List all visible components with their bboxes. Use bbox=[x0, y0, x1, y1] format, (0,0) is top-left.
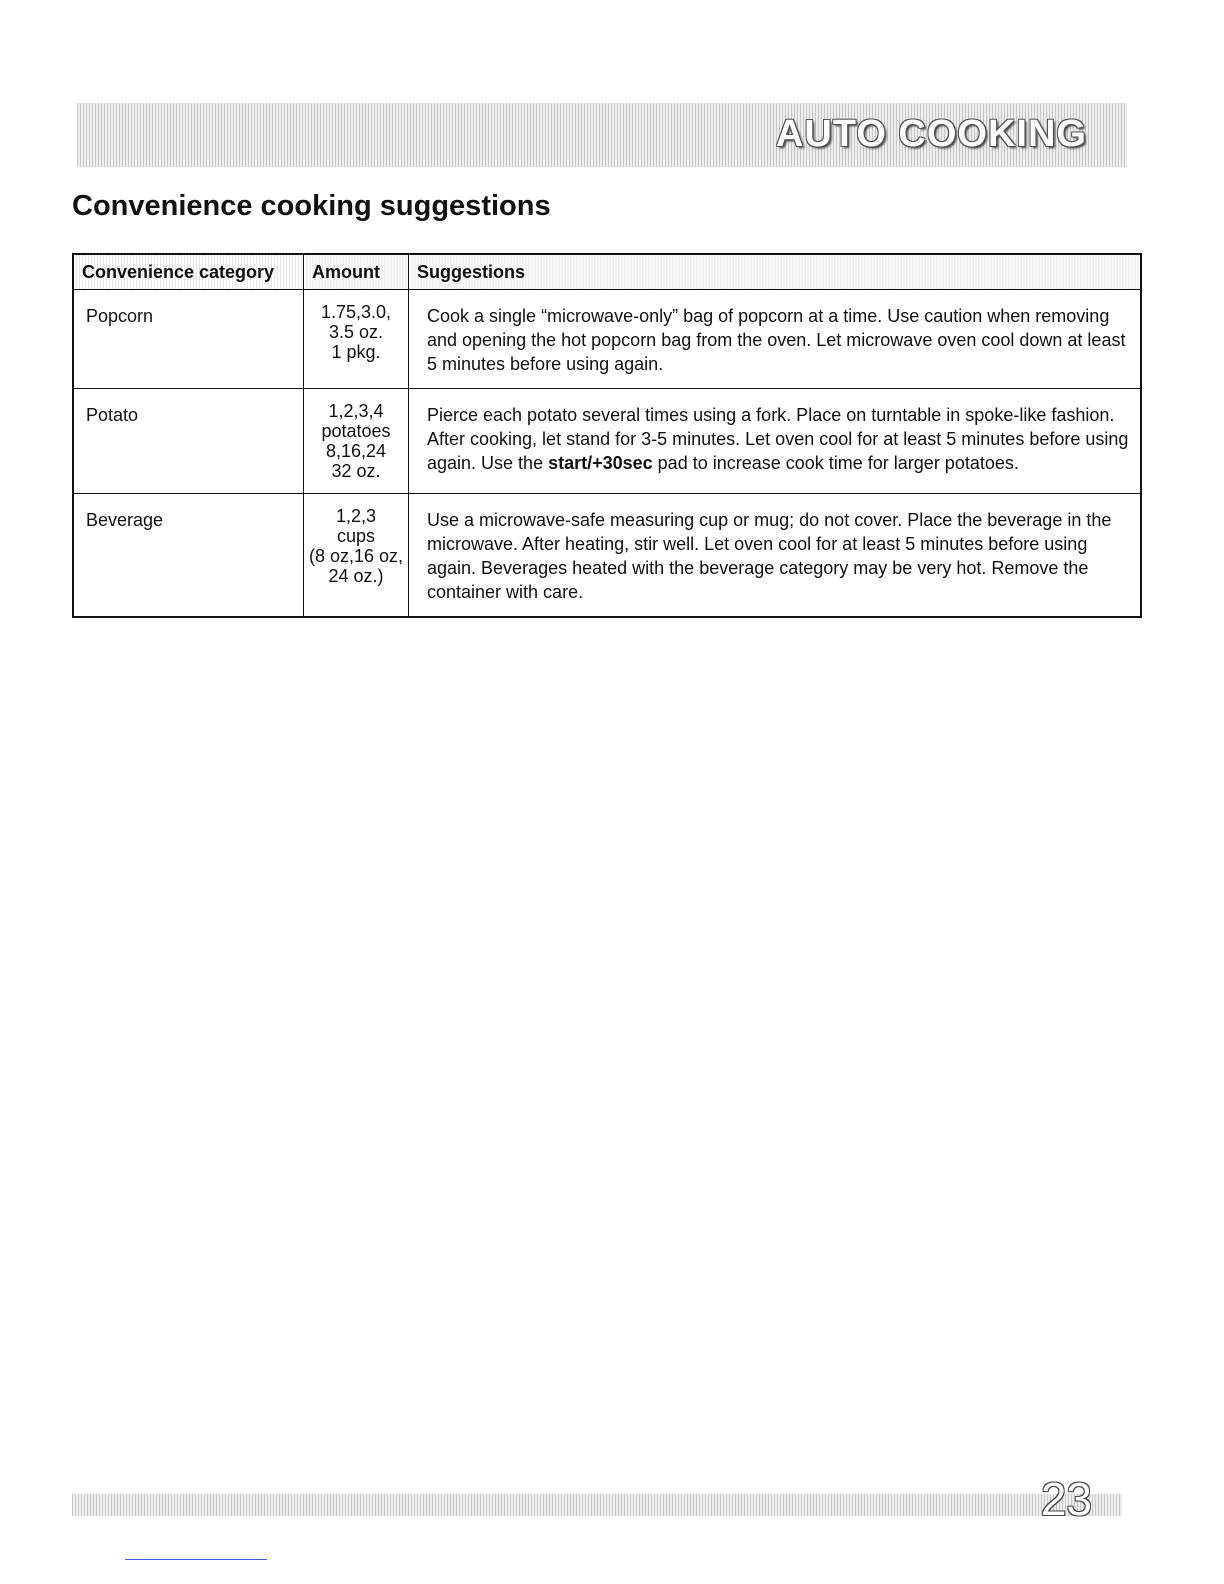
amount-line: 1 pkg. bbox=[331, 342, 381, 362]
amount-line: cups bbox=[336, 526, 376, 546]
footer-link-rule bbox=[125, 1559, 267, 1560]
category-cell: Beverage bbox=[73, 494, 304, 618]
start-30sec-pad-label: start/+30sec bbox=[548, 453, 653, 473]
suggestion-text: Pierce each potato several times using a fork. Place on turntable in spoke-like fashion. After cooking, let stand for 3-5 minutes. Let oven cool for at least 5 minutes before using again. Use the start/+30sec pad to increase cook time for larger potatoes. bbox=[427, 405, 1129, 473]
suggestion-cell bbox=[409, 389, 1142, 494]
suggestion-text: Use a microwave-safe measuring cup or mug; do not cover. Place the beverage in the microwave. After heating, stir well. Let oven cool for at least 5 minutes before using again. Beverages heated with the beverage category may be very hot. Remove the container with care. bbox=[427, 510, 1112, 602]
column-header-suggestions: Suggestions bbox=[409, 254, 1142, 290]
suggestion-cell bbox=[409, 290, 1142, 389]
table-header-row bbox=[73, 254, 1141, 290]
amount-line: 24 oz.) bbox=[328, 566, 384, 586]
suggestion-cell bbox=[409, 494, 1142, 618]
amount-cell bbox=[304, 290, 409, 389]
page-number: 23 bbox=[1040, 1473, 1092, 1525]
cooking-suggestions-table bbox=[72, 253, 1142, 618]
category-cell: Potato bbox=[73, 389, 304, 494]
page-heading: Convenience cooking suggestions bbox=[72, 190, 551, 222]
table-row bbox=[73, 290, 1141, 389]
section-title: AUTO COOKING bbox=[775, 113, 1087, 155]
column-header-category: Convenience category bbox=[73, 254, 304, 290]
amount-cell bbox=[304, 389, 409, 494]
suggestion-text: Cook a single “microwave-only” bag of popcorn at a time. Use caution when removing and opening the hot popcorn bag from the oven. Let microwave oven cool down at least 5 minutes before using again. bbox=[427, 306, 1126, 374]
amount-line: 32 oz. bbox=[331, 461, 381, 481]
section-banner bbox=[77, 103, 1127, 167]
amount-line: potatoes bbox=[321, 421, 391, 441]
amount-line: 3.5 oz. bbox=[328, 322, 384, 342]
amount-line: 1,2,3,4 bbox=[328, 401, 384, 421]
column-header-amount: Amount bbox=[304, 254, 409, 290]
table-row bbox=[73, 389, 1141, 494]
amount-line: (8 oz,16 oz, bbox=[308, 546, 404, 566]
amount-line: 1,2,3 bbox=[335, 506, 377, 526]
category-cell: Popcorn bbox=[73, 290, 304, 389]
table-row bbox=[73, 494, 1141, 618]
amount-line: 1.75,3.0, bbox=[320, 302, 392, 322]
amount-line: 8,16,24 bbox=[325, 441, 387, 461]
amount-cell bbox=[304, 494, 409, 618]
footer-bar bbox=[72, 1473, 1122, 1525]
